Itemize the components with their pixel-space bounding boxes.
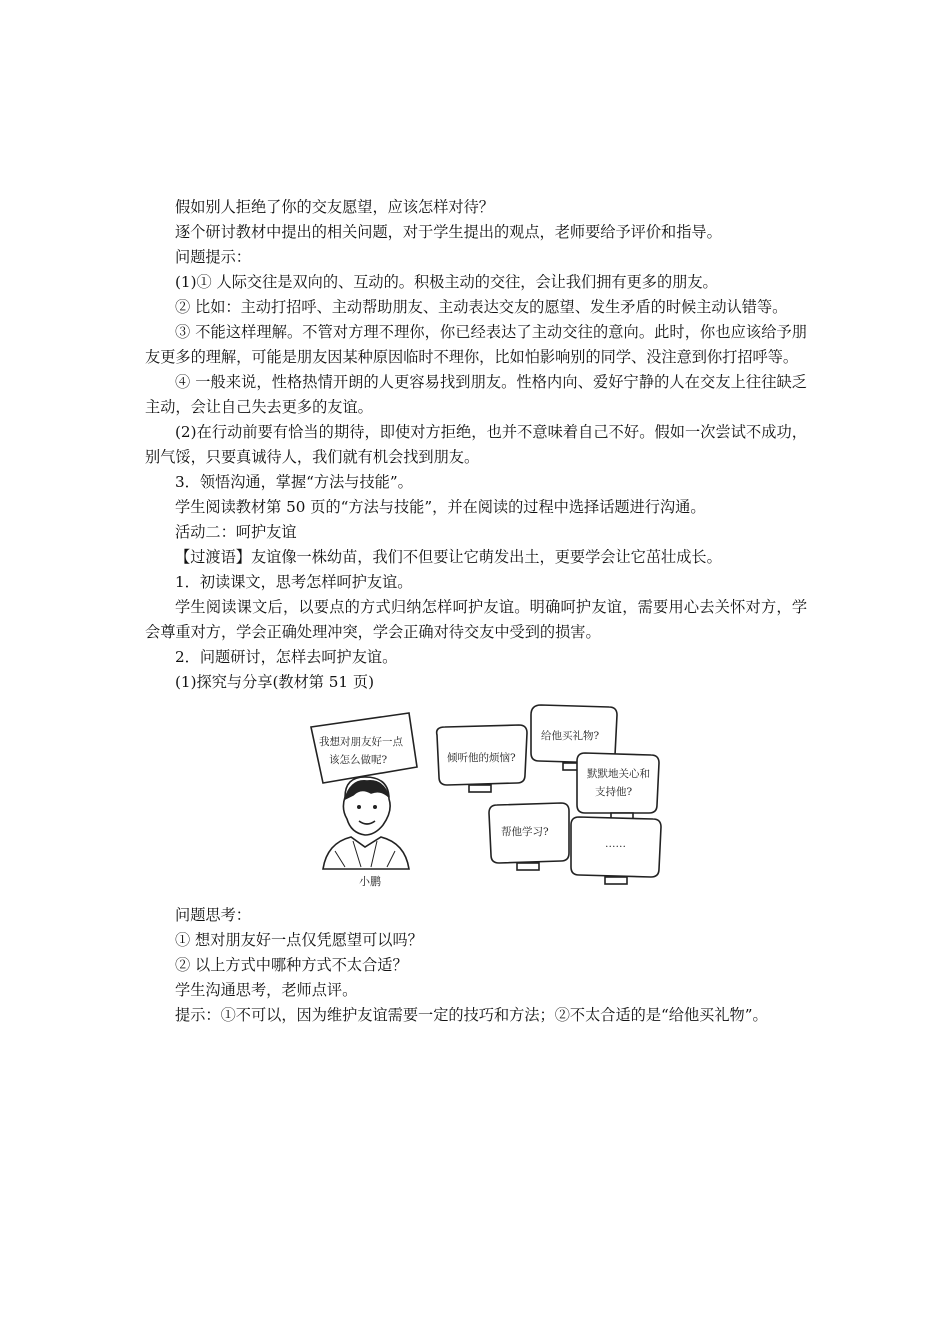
- svg-text:……: ……: [605, 838, 626, 850]
- paragraph: 3．领悟沟通，掌握“方法与技能”。: [175, 473, 413, 491]
- document-page: [145, 195, 807, 1028]
- boy-caption: 小鹏: [359, 875, 381, 888]
- paragraph: 问题提示：: [175, 248, 251, 266]
- paragraph: ② 以上方式中哪种方式不太合适？: [175, 956, 408, 974]
- paragraph: 活动二：呵护友谊: [175, 523, 297, 541]
- paragraph: 2．问题研讨，怎样去呵护友谊。: [175, 648, 398, 666]
- paragraph: 提示：①不可以，因为维护友谊需要一定的技巧和方法；②不太合适的是“给他买礼物”。: [175, 1006, 768, 1024]
- bubble-more: [571, 817, 661, 884]
- paragraph: ① 想对朋友好一点仅凭愿望可以吗？: [175, 931, 423, 949]
- paragraph: (1)① 人际交往是双向的、互动的。积极主动的交往，会让我们拥有更多的朋友。: [175, 273, 718, 291]
- svg-text:支持他?: 支持他?: [595, 786, 633, 798]
- question-line-1: 我想对朋友好一点: [319, 736, 403, 748]
- paragraph: (2)在行动前要有恰当的期待，即使对方拒绝，也并不意味着自己不好。假如一次尝试不成功，别气馁，只要真诚待人，我们就有机会找到朋友。: [145, 423, 807, 466]
- svg-text:默默地关心和: 默默地关心和: [587, 768, 650, 780]
- illustration-figure: [145, 701, 807, 891]
- paragraph: ③ 不能这样理解。不管对方理不理你，你已经表达了主动交往的意向。此时，你也应该给予朋友更多的理解，可能是朋友因某种原因临时不理你，比如怕影响别的同学、没注意到你打招呼等。: [145, 323, 807, 366]
- svg-text:给他买礼物?: 给他买礼物?: [541, 730, 600, 742]
- svg-text:倾听他的烦恼?: 倾听他的烦恼?: [447, 752, 516, 764]
- paragraph: 问题思考：: [175, 906, 251, 924]
- illustration: [305, 701, 675, 891]
- paragraph: 学生阅读课文后，以要点的方式归纳怎样呵护友谊。明确呵护友谊，需要用心去关怀对方，学会尊重对方，学会正确处理冲突，学会正确对待交友中受到的损害。: [145, 598, 807, 641]
- paragraph: 假如别人拒绝了你的交友愿望，应该怎样对待？: [175, 198, 494, 216]
- question-line-2: 该怎么做呢?: [329, 754, 388, 766]
- paragraph: (1)探究与分享(教材第 51 页): [175, 673, 375, 691]
- svg-text:帮他学习?: 帮他学习?: [501, 826, 549, 838]
- paragraph: ② 比如：主动打招呼、主动帮助朋友、主动表达交友的愿望、发生矛盾的时候主动认错等。: [175, 298, 788, 316]
- paragraph: 1．初读课文，思考怎样呵护友谊。: [175, 573, 413, 591]
- paragraph: ④ 一般来说，性格热情开朗的人更容易找到朋友。性格内向、爱好宁静的人在交友上往往缺乏主动，会让自己失去更多的友谊。: [145, 373, 807, 416]
- paragraph: 逐个研讨教材中提出的相关问题，对于学生提出的观点，老师要给予评价和指导。: [175, 223, 722, 241]
- paragraph: 学生阅读教材第 50 页的“方法与技能”，并在阅读的过程中选择话题进行沟通。: [175, 498, 706, 516]
- boy-figure: [323, 777, 409, 888]
- bubble-care: [577, 753, 659, 820]
- paragraph: 【过渡语】友谊像一株幼苗，我们不但要让它萌发出土，更要学会让它茁壮成长。: [175, 548, 722, 566]
- paragraph: 学生沟通思考，老师点评。: [175, 981, 358, 999]
- bubble-study: [489, 803, 569, 870]
- bubble-listen: [437, 725, 527, 792]
